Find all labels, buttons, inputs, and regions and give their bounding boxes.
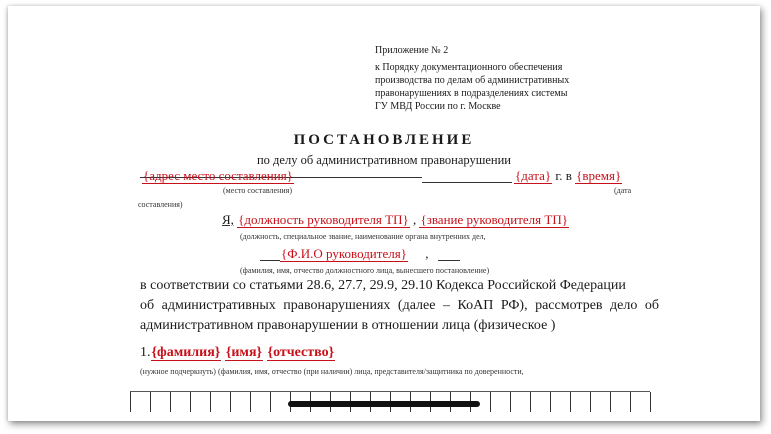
time-placeholder: {время} [576, 168, 622, 183]
date-caption-cont: составления) [138, 200, 183, 209]
appendix-line: к Порядку документационного обеспечения [375, 62, 563, 73]
fio-lead-underline [260, 260, 280, 261]
fio-row [280, 246, 428, 262]
grid-tick [150, 392, 151, 412]
fio-comma: , [425, 246, 429, 261]
grid-tick [130, 392, 131, 412]
grid-tick [610, 392, 611, 412]
fio-caption: (фамилия, имя, отчество должностного лица, вынесшего постановление) [240, 266, 490, 275]
document-page [8, 6, 760, 421]
fio-placeholder: {Ф.И.О руководителя} [281, 246, 407, 261]
grid-tick [630, 392, 631, 412]
patronymic-placeholder: {отчество} [267, 345, 335, 360]
address-placeholder: {адрес место составления} [143, 168, 293, 183]
ya-prefix: Я, [222, 212, 234, 227]
date-caption: (дата [614, 186, 632, 195]
name-placeholder: {имя} [225, 345, 263, 360]
grid-tick [510, 392, 511, 412]
appendix-line: производства по делам об административных [375, 75, 570, 86]
grid-tick [570, 392, 571, 412]
rank-placeholder: {звание руководителя ТП} [420, 212, 568, 227]
date-placeholder: {дата} [515, 168, 552, 183]
document-title: ПОСТАНОВЛЕНИЕ [293, 132, 475, 148]
item-1 [140, 345, 335, 361]
grid-tick [590, 392, 591, 412]
body-line-2: об административных правонарушениях (далее – КоАП РФ), рассмотрев дело об [140, 298, 659, 313]
fio-trail-underline [438, 260, 460, 261]
date-time-group [514, 168, 622, 184]
appendix-number: Приложение № 2 [375, 45, 449, 56]
document-subtitle: по делу об административном правонарушении [256, 153, 511, 167]
surname-placeholder: {фамилия} [151, 345, 221, 360]
grid-tick [170, 392, 171, 412]
appendix-line: ГУ МВД России по г. Москве [375, 101, 501, 112]
grid-tick [210, 392, 211, 412]
grid-tick [550, 392, 551, 412]
appendix-line: правонарушениях в подразделениях системы [375, 88, 568, 99]
date-underline [422, 182, 512, 183]
position-rank-row [222, 212, 569, 228]
grid-tick [190, 392, 191, 412]
g-v-label: г. в [555, 168, 572, 183]
separator: , [412, 212, 417, 227]
body-line-3: административном правонарушении в отношении лица (физическое ) [140, 318, 556, 333]
place-caption: (место составления) [223, 186, 292, 195]
scrollbar-thumb[interactable] [288, 401, 480, 407]
grid-tick [530, 392, 531, 412]
grid-tick [490, 392, 491, 412]
grid-tick [250, 392, 251, 412]
item-number: 1. [140, 345, 151, 360]
grid-tick [650, 392, 651, 412]
grid-tick [230, 392, 231, 412]
position-caption: (должность, специальное звание, наименование органа внутренних дел, [240, 232, 486, 241]
position-placeholder: {должность руководителя ТП} [238, 212, 409, 227]
person-caption: (нужное подчеркнуть) (фамилия, имя, отчество (при наличии) лица, представителя/защитника по доверенности, [140, 367, 524, 376]
grid-tick [270, 392, 271, 412]
body-line-1: в соответствии со статьями 28.6, 27.7, 29.9, 29.10 Кодекса Российской Федерации [140, 278, 626, 293]
